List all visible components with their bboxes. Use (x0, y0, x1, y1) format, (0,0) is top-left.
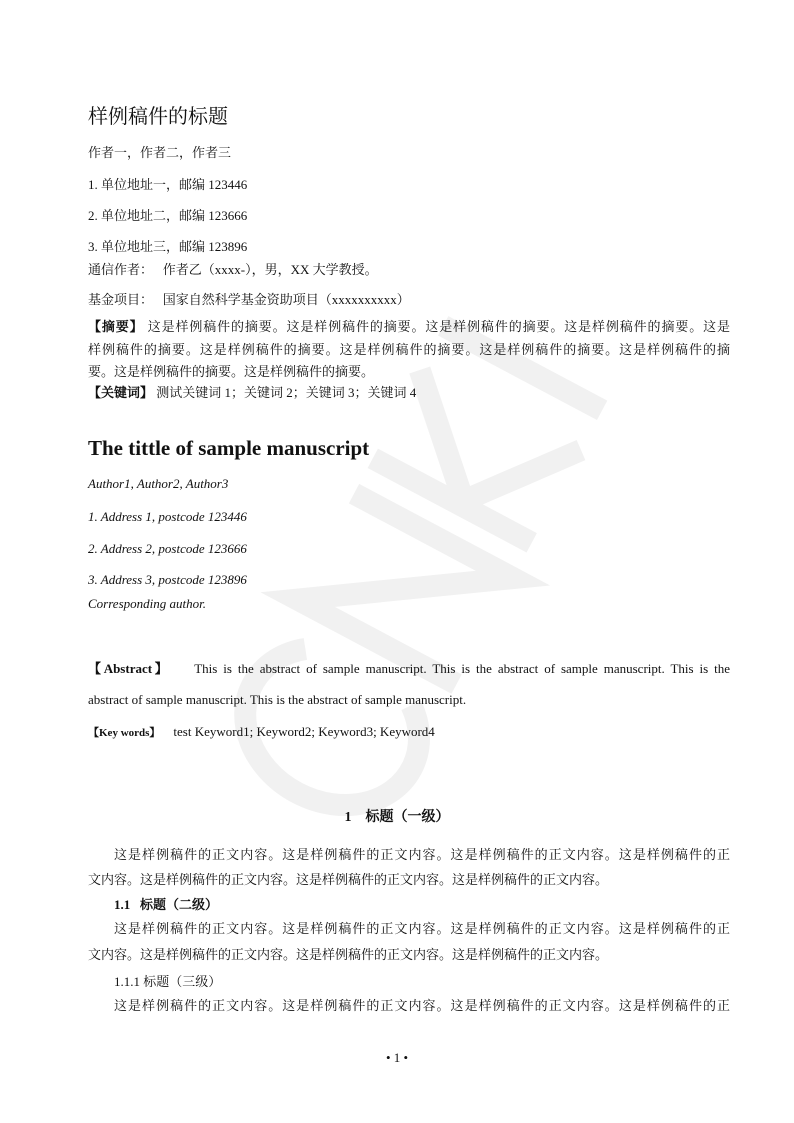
text: This is the abstract of sample manuscript. This is the abstract of sample manuscript. This is the (194, 661, 730, 676)
text: test Keyword1; Keyword2; Keyword3; Keyword4 (173, 724, 435, 739)
en-abstract-line: abstract of sample manuscript. This is the abstract of sample manuscript. (88, 692, 467, 707)
page-number: • 1 • (385, 1050, 409, 1065)
en-affiliation: 3. Address 3, postcode 123896 (88, 572, 247, 587)
abstract-label: 【摘要】 (88, 319, 144, 334)
label: 基金项目： (88, 292, 154, 307)
cn-fund (88, 292, 410, 308)
cn-affiliation: 2. 单位地址二，邮编 123666 (88, 208, 248, 223)
cn-abstract-line: 样例稿件的摘要。这是样例稿件的摘要。这是样例稿件的摘要。这是样例稿件的摘要。这是样例稿件的摘 (88, 342, 730, 357)
body-paragraph-line: 文内容。这是样例稿件的正文内容。这是样例稿件的正文内容。这是样例稿件的正文内容。 (88, 872, 609, 887)
en-title: The tittle of sample manuscript (88, 436, 370, 460)
value: 国家自然科学基金资助项目（xxxxxxxxxx） (162, 292, 410, 307)
cn-abstract-line: 要。这是样例稿件的摘要。这是样例稿件的摘要。 (88, 364, 375, 379)
body-paragraph-line: 这是样例稿件的正文内容。这是样例稿件的正文内容。这是样例稿件的正文内容。这是样例稿件的正 (114, 998, 730, 1013)
cn-corresponding (88, 262, 378, 278)
text: 这是样例稿件的摘要。这是样例稿件的摘要。这是样例稿件的摘要。这是样例稿件的摘要。这是 (147, 319, 730, 334)
heading-level-1: 1 标题（一级） (344, 810, 450, 825)
en-keywords (88, 724, 435, 741)
body-paragraph-line: 这是样例稿件的正文内容。这是样例稿件的正文内容。这是样例稿件的正文内容。这是样例稿件的正 (114, 921, 730, 936)
abstract-label: 【Abstract】 (88, 661, 171, 676)
cn-affiliation: 3. 单位地址三，邮编 123896 (88, 239, 248, 254)
watermark-letter-n (298, 494, 513, 684)
keywords-label: 【Key words】 (88, 727, 161, 739)
cn-authors: 作者一，作者二，作者三 (88, 145, 232, 160)
text: 测试关键词 1；关键词 2；关键词 3；关键词 4 (156, 385, 417, 400)
cn-abstract-line (88, 319, 730, 335)
en-corresponding: Corresponding author. (88, 596, 206, 611)
en-affiliation: 2. Address 2, postcode 123666 (88, 541, 247, 556)
body-paragraph-line: 这是样例稿件的正文内容。这是样例稿件的正文内容。这是样例稿件的正文内容。这是样例稿件的正 (114, 847, 730, 862)
heading-level-2 (114, 897, 218, 913)
cn-affiliation: 1. 单位地址一，邮编 123446 (88, 177, 248, 192)
cn-keywords (88, 385, 416, 401)
value: 作者乙（xxxx-），男，XX 大学教授。 (162, 262, 378, 277)
heading-level-3: 1.1.1 标题（三级） (114, 974, 222, 989)
en-authors: Author1, Author2, Author3 (88, 476, 229, 491)
heading-number: 1.1 (114, 897, 131, 912)
keywords-label: 【关键词】 (88, 385, 154, 400)
en-abstract-line (88, 661, 730, 677)
en-affiliation: 1. Address 1, postcode 123446 (88, 509, 247, 524)
body-paragraph-line: 文内容。这是样例稿件的正文内容。这是样例稿件的正文内容。这是样例稿件的正文内容。 (88, 947, 609, 962)
cn-title: 样例稿件的标题 (88, 104, 228, 128)
label: 通信作者： (88, 262, 154, 277)
heading-text: 标题（二级） (140, 897, 219, 912)
watermark-letter-i (443, 326, 602, 411)
